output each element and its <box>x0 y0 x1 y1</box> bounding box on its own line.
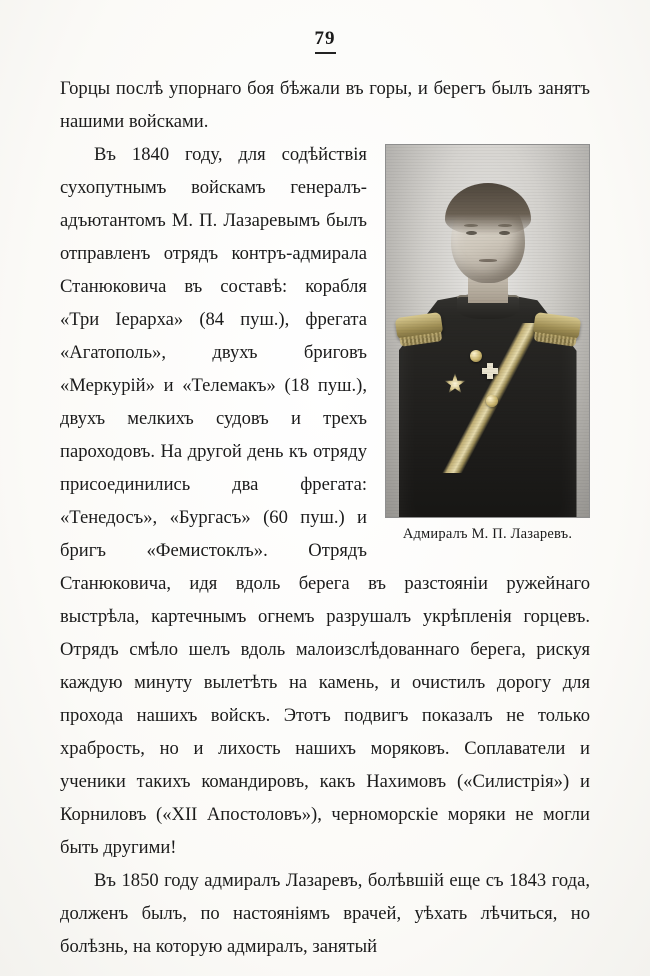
portrait-image <box>385 144 590 518</box>
medal-icon-1 <box>470 350 482 362</box>
order-cross-icon <box>482 363 498 379</box>
paragraph-1: Горцы послѣ упорнаго боя бѣжали въ горы, и берегъ былъ занятъ нашими войсками. <box>60 78 590 132</box>
mouth <box>479 259 497 262</box>
medal-icon-2 <box>486 395 498 407</box>
page-content <box>60 28 590 963</box>
paragraph-3: Въ 1850 году адмиралъ Лазаревъ, болѣвшій еще съ 1843 года, долженъ былъ, по настояніямъ врачей, уѣхать лѣчиться, но болѣзнь, на которую адмиралъ, занятый <box>60 870 590 957</box>
paragraph-2: Въ 1840 году, для содѣйствія сухопутнымъ войскамъ генералъ-адъютантомъ М. П. Лазаревымъ былъ отправленъ отрядъ контръ-адмирала Станюковича въ составѣ: корабля «Три Іерарха» (84 пуш.), фрегата «Агатополь», двухъ бриговъ «Меркурій» и «Телемакъ» (18 пуш.), двухъ мелкихъ судовъ и трехъ пароходовъ. На другой день къ отряду присоединились два фрегата: «Тенедосъ», «Бургасъ» (60 пуш.) и бригъ «Фемистоклъ». Отрядъ Станюковича, идя вдоль берега въ разстояніи ружейнаго выстрѣла, картечнымъ огнемъ разрушалъ укрѣпленія горцевъ. Отрядъ смѣло шелъ вдоль малоизслѣдованнаго берега, рискуя каждую минуту вылетѣть на камень, и очистилъ дорогу для прохода нашихъ войскъ. Этотъ подвигъ показалъ не только храбрость, но и лихость нашихъ моряковъ. Соплаватели и ученики такихъ командировъ, какъ Нахимовъ («Силистрія») и Корниловъ («XII Апостоловъ»), черноморскіе моряки не могли быть другими! <box>60 144 590 858</box>
eyebrow-right <box>498 224 512 227</box>
eyebrow-left <box>464 224 478 227</box>
portrait-illustration <box>386 145 589 517</box>
figure-caption: Адмиралъ М. П. Лазаревъ. <box>402 526 573 542</box>
figure-portrait <box>385 144 590 543</box>
eye-left <box>466 231 477 235</box>
eye-right <box>499 231 510 235</box>
page-number: 79 <box>315 28 336 54</box>
page-number-container <box>60 28 590 54</box>
